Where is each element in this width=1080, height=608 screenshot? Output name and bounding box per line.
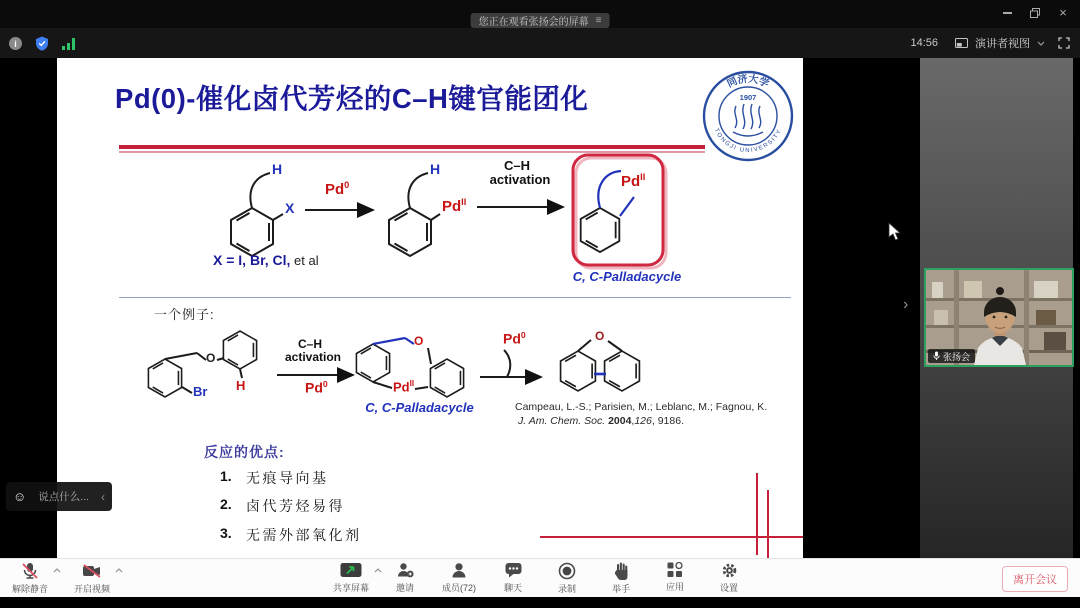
share-screen-button[interactable]: 共享屏幕 — [333, 562, 369, 595]
members-button[interactable]: 成员(72) — [441, 562, 477, 595]
chat-quick-bar[interactable] — [6, 482, 112, 511]
unmute-caret-icon[interactable] — [53, 568, 61, 573]
info-icon[interactable]: i — [9, 37, 22, 50]
view-mode-button[interactable]: 演讲者视图 — [975, 38, 1030, 50]
shield-icon[interactable] — [35, 36, 49, 51]
reference-authors: Campeau, L.-S.; Parisien, M.; Leblanc, M.; Fagnou, K. — [515, 401, 768, 413]
emoji-icon[interactable]: ☺ — [13, 489, 27, 504]
example-label: 一个例子: — [154, 307, 215, 322]
mic-icon — [933, 351, 940, 361]
members-icon — [451, 562, 467, 579]
reference-citation: J. Am. Chem. Soc. 2004,126, 9186. — [518, 415, 684, 427]
chatbar-collapse-chevron[interactable]: ‹ — [101, 489, 106, 504]
bottom-strip — [0, 597, 1080, 608]
chat-input[interactable]: 说点什么... — [38, 491, 90, 503]
o-label-3: O — [595, 329, 605, 343]
participant-name: 张扬会 — [943, 351, 971, 362]
invite-icon — [397, 562, 414, 579]
x-definition: X = I, Br, Cl, et al — [213, 252, 319, 268]
shared-slide — [57, 58, 803, 558]
speaker-view-icon — [955, 38, 968, 48]
invite-button[interactable]: 邀请 — [387, 562, 423, 595]
menu-bar — [0, 28, 1080, 58]
clock: 14:56 — [910, 37, 938, 49]
video-caret-icon[interactable] — [115, 568, 123, 573]
mic-muted-icon — [21, 562, 39, 580]
logo-bottom-text: TONGJI UNIVERSITY — [712, 127, 784, 155]
annotation-vline-2 — [767, 490, 769, 558]
title-underline — [119, 145, 705, 149]
advantage-item-3: 3. 无需外部氧化剂 — [220, 525, 362, 543]
x-label: X — [285, 200, 295, 216]
gear-icon — [721, 562, 738, 579]
o-label-1: O — [206, 351, 216, 365]
activation-label-1: activation — [489, 172, 551, 187]
unmute-button[interactable]: 解除静音 — [12, 562, 48, 595]
raise-hand-icon — [613, 562, 629, 580]
advantages-heading: 反应的优点: — [204, 444, 285, 460]
restore-icon — [1030, 8, 1040, 18]
record-button[interactable]: 录制 — [549, 562, 585, 595]
ch-label-2: C–H — [297, 337, 322, 351]
banner-text: 您正在观看张扬会的屏幕 — [478, 17, 589, 28]
pdii-label-1: $Pd^{II}$ — [442, 197, 467, 215]
signal-icon — [62, 37, 78, 50]
restore-button[interactable] — [1024, 4, 1046, 21]
meeting-toolbar — [0, 558, 1080, 597]
advantage-item-1: 1. 无痕导向基 — [220, 468, 329, 486]
h-label-1: H — [272, 161, 283, 177]
palladacycle-label-1: C, C-Palladacycle — [572, 269, 682, 284]
h-label-2: H — [430, 161, 441, 177]
annotation-vline-1 — [756, 473, 758, 555]
window-controls — [996, 4, 1074, 21]
title-bar — [0, 0, 1080, 28]
title-underline-shadow — [119, 151, 705, 153]
settings-button[interactable]: 设置 — [711, 562, 747, 595]
watching-banner — [471, 13, 610, 28]
leave-meeting-button[interactable]: 离开会议 — [1002, 566, 1068, 592]
record-icon — [558, 562, 576, 580]
start-video-button[interactable]: 开启视频 — [74, 562, 110, 595]
tongji-logo — [702, 70, 794, 162]
participant-nametag — [928, 349, 975, 363]
advantage-item-2: 2. 卤代芳烃易得 — [220, 496, 345, 514]
h-label-3: H — [236, 378, 246, 393]
apps-icon — [667, 562, 683, 578]
share-caret-icon[interactable] — [374, 568, 382, 573]
participant-video[interactable] — [924, 268, 1074, 367]
o-label-2: O — [414, 334, 424, 348]
pd0-label-1: Pd$^0$ — [325, 180, 350, 198]
pd0-label-2: Pd$^0$ — [305, 379, 328, 396]
mouse-cursor — [888, 222, 902, 242]
chevron-down-icon[interactable] — [1037, 41, 1045, 46]
br-label: Br — [193, 384, 208, 399]
minimize-button[interactable] — [996, 4, 1018, 21]
chat-icon — [505, 562, 522, 579]
chat-button[interactable]: 聊天 — [495, 562, 531, 595]
raise-hand-button[interactable]: 举手 — [603, 562, 639, 595]
ch-label-1: C–H — [503, 158, 530, 173]
activation-label-2: activation — [284, 350, 341, 364]
pd0-label-3: Pd$^0$ — [503, 330, 526, 347]
pdii-label-2: $Pd^{II}$ — [621, 172, 646, 190]
logo-top-text: 同济大学 — [725, 73, 771, 91]
fullscreen-icon[interactable] — [1058, 37, 1070, 49]
video-panel — [920, 58, 1073, 558]
panel-collapse-chevron[interactable]: › — [903, 296, 909, 313]
share-screen-icon — [340, 562, 362, 579]
palladacycle-label-2: C, C-Palladacycle — [365, 400, 474, 415]
camera-off-icon — [82, 562, 102, 580]
apps-button[interactable]: 应用 — [657, 562, 693, 595]
section-divider — [119, 297, 791, 298]
menu-icon[interactable]: ≡ — [595, 15, 602, 26]
pdii-label-3: $Pd^{II}$ — [393, 379, 415, 395]
annotation-hline — [540, 536, 803, 538]
close-button[interactable]: × — [1059, 5, 1067, 20]
logo-year: 1907 — [739, 93, 757, 102]
slide-title: Pd(0)-催化卤代芳烃的C–H键官能团化 — [115, 83, 589, 114]
